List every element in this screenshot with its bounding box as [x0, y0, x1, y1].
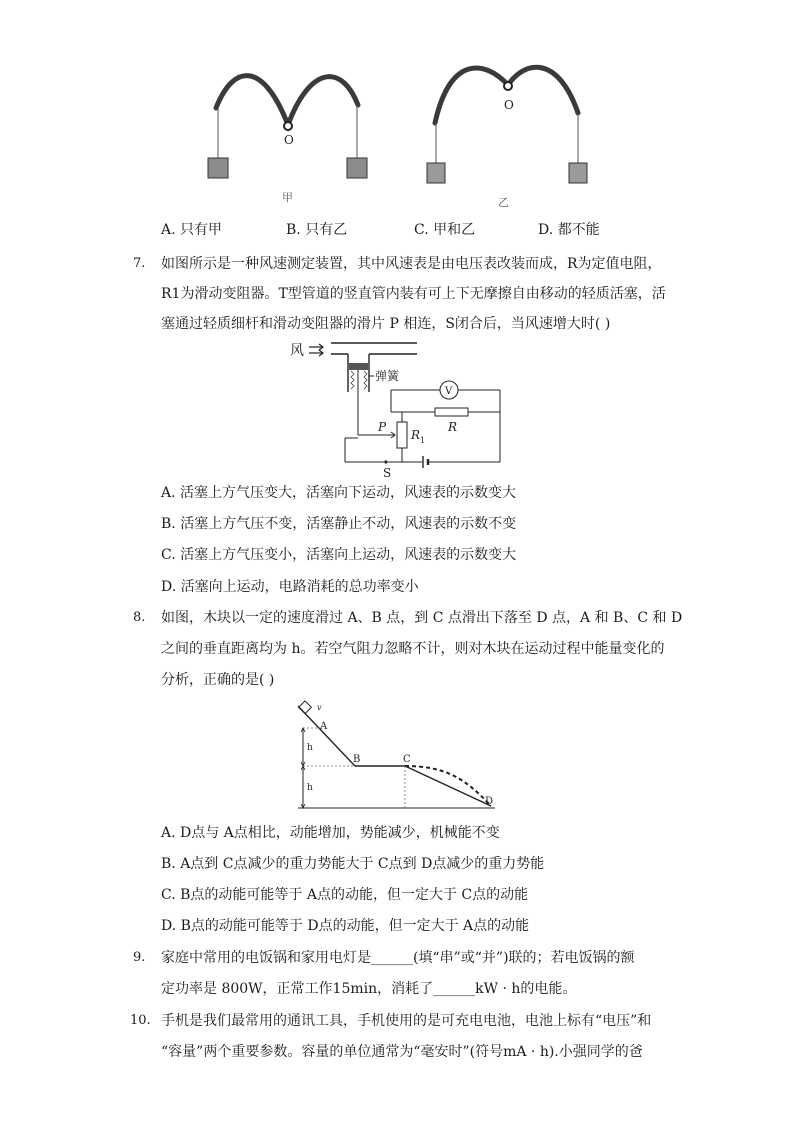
q7-spring-label: 弹簧 [375, 369, 400, 383]
q8-h-label-lower: h [307, 783, 313, 793]
q7-option-b: B. 活塞上方气压不变，活塞静止不动，风速表的示数不变 [161, 516, 517, 532]
q9-text-line-1: 家庭中常用的电饭锅和家用电灯是______(填“串”或“并”)联的；若电饭锅的额 [161, 950, 635, 966]
q7-number: 7. [133, 256, 146, 271]
q7-option-a: A. 活塞上方气压变大，活塞向下运动，风速表的示数变大 [161, 485, 517, 501]
q8-option-d: D. B点的动能可能等于 D点的动能，但一定大于 A点的动能 [161, 918, 530, 934]
q7-slider-label: P [378, 420, 387, 434]
q6-pivot-left: O [284, 133, 294, 147]
q6-option-c: C. 甲和乙 [414, 222, 476, 238]
q8-label-b: B [353, 754, 361, 765]
q10-text-line-1: 手机是我们最常用的通讯工具，手机使用的是可充电电池，电池上标有“电压”和 [161, 1013, 652, 1029]
q7-resistor-label: R [448, 420, 458, 434]
q7-option-d: D. 活塞向上运动，电路消耗的总功率变小 [161, 579, 419, 595]
q8-option-c: C. B点的动能可能等于 A点的动能，但一定大于 C点的动能 [161, 887, 529, 903]
q7-rheostat-label: R [411, 428, 421, 442]
resistor-r [435, 408, 468, 416]
wind-arrows-icon [309, 344, 323, 356]
q8-text-line-2: 之间的垂直距离均为 h。若空气阻力忽略不计，则对木块在运动过程中能量变化的 [161, 641, 665, 657]
q6-pivot-right: O [504, 98, 514, 112]
q6-figure [180, 55, 620, 215]
q7-text-line-1: 如图所示是一种风速测定装置，其中风速表是由电压表改装而成，R为定值电阻， [161, 256, 662, 272]
q8-text-line-3: 分析，正确的是( ) [161, 672, 275, 688]
q8-number: 8. [133, 610, 146, 625]
q6-figure-left [208, 76, 367, 204]
q10-text-line-2: “容量”两个重要参数。容量的单位通常为“毫安时”(符号mA · h).小强同学的爸 [161, 1044, 643, 1060]
q8-label-d: D [485, 796, 494, 807]
q7-text-line-3: 塞通过轻质细杆和滑动变阻器的滑片 P 相连，S闭合后，当风速增大时( ) [161, 316, 611, 332]
q8-label-c: C [403, 754, 411, 765]
q8-v-label: v [317, 703, 322, 712]
q6-option-a: A. 只有甲 [161, 222, 223, 238]
block-icon [299, 701, 312, 714]
q6-figure-right [427, 67, 587, 209]
q8-h-label-upper: h [307, 743, 313, 753]
q8-text-line-1: 如图，木块以一定的速度滑过 A、B 点，到 C 点滑出下落至 D 点，A 和 B、C 和 D [161, 610, 683, 626]
spring-icon [351, 371, 367, 389]
q9-text-line-2: 定功率是 800W，正常工作15min，消耗了______kW · h的电能。 [161, 981, 577, 997]
q6-caption-right: 乙 [498, 196, 509, 209]
q8-option-a: A. D点与 A点相比，动能增加，势能减少，机械能不变 [161, 825, 500, 841]
q6-caption-left: 甲 [282, 191, 293, 204]
q9-number: 9. [133, 950, 146, 965]
q8-option-b: B. A点到 C点减少的重力势能大于 C点到 D点减少的重力势能 [161, 856, 545, 872]
q7-wind-label: 风 [290, 343, 304, 359]
q7-switch-label: S [383, 466, 392, 478]
rheostat-r1 [397, 422, 407, 448]
q10-number: 10. [130, 1013, 151, 1028]
q7-voltmeter-label: V [445, 386, 453, 397]
switch-icon [384, 460, 387, 463]
q6-option-b: B. 只有乙 [286, 222, 348, 238]
q8-label-a: A [320, 721, 328, 732]
q6-option-d: D. 都不能 [538, 222, 600, 238]
q7-option-c: C. 活塞上方气压变小，活塞向上运动，风速表的示数变大 [161, 547, 517, 563]
q7-circuit-figure [285, 338, 510, 478]
q7-text-line-2: R1为滑动变阻器。T型管道的竖直管内装有可上下无摩擦自由移动的轻质活塞，活 [161, 286, 666, 302]
piston [349, 363, 368, 370]
q8-incline-figure [295, 698, 500, 813]
q7-rheostat-sub: 1 [420, 436, 426, 445]
